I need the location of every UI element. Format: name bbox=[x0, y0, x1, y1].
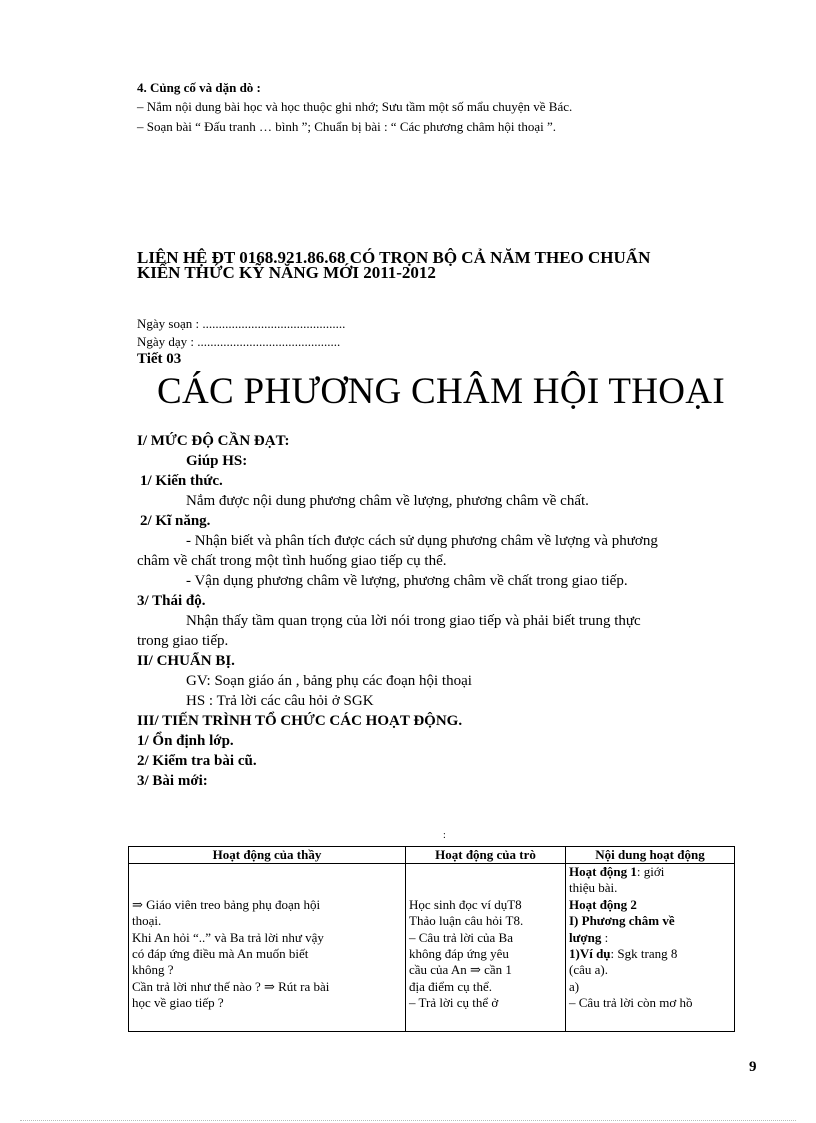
consolidation-line-1: – Nắm nội dung bài học và học thuộc ghi nhớ; Sưu tầm một số mẩu chuyện về Bác. bbox=[137, 99, 573, 114]
date-prepared: Ngày soạn : ............................................ bbox=[137, 316, 346, 331]
process-step-3: 3/ Bài mới: bbox=[137, 773, 208, 789]
page-number: 9 bbox=[749, 1059, 757, 1075]
teacher-cell bbox=[129, 864, 406, 1032]
consolidation-line-2: – Soạn bài “ Đấu tranh … bình ”; Chuẩn bị bài : “ Các phương châm hội thoại ”. bbox=[137, 119, 556, 134]
process-step-1: 1/ Ổn định lớp. bbox=[137, 733, 234, 749]
student-line: Học sinh đọc ví dụT8 bbox=[409, 896, 522, 912]
objectives-heading: I/ MỨC ĐỘ CẦN ĐẠT: bbox=[137, 433, 290, 449]
objectives-help: Giúp HS: bbox=[186, 453, 248, 469]
skills-line-2: châm về chất trong một tình huống giao tiếp cụ thể. bbox=[137, 553, 447, 569]
teacher-line bbox=[132, 864, 402, 880]
teacher-line: Khi An hỏi “..” và Ba trả lời như vậy bbox=[132, 929, 324, 945]
skills-line-3: - Vận dụng phương châm về lượng, phương châm về chất trong giao tiếp. bbox=[186, 573, 628, 589]
student-line bbox=[409, 864, 562, 880]
header-teacher: Hoạt động của thầy bbox=[129, 847, 406, 864]
content-act1 bbox=[569, 864, 731, 880]
content-example bbox=[569, 946, 731, 962]
act1-label: Hoạt động 1 bbox=[569, 864, 637, 879]
teacher-line: không ? bbox=[132, 962, 174, 978]
student-line: cầu của An ⇒ cần 1 bbox=[409, 962, 512, 978]
content-act2: Hoạt động 2 bbox=[569, 896, 637, 912]
student-line: Thảo luận câu hỏi T8. bbox=[409, 913, 524, 929]
teacher-line: Cần trả lời như thế nào ? ⇒ Rút ra bài bbox=[132, 978, 330, 994]
content-cell bbox=[566, 864, 735, 1032]
content-answer: – Câu trả lời còn mơ hồ bbox=[569, 995, 693, 1011]
knowledge-heading: 1/ Kiến thức. bbox=[140, 473, 223, 489]
student-cell bbox=[406, 864, 566, 1032]
activities-table bbox=[128, 846, 735, 1032]
footer-divider bbox=[20, 1120, 796, 1121]
preparation-heading: II/ CHUẨN BỊ. bbox=[137, 653, 235, 669]
teacher-line bbox=[132, 880, 402, 896]
attitude-line-2: trong giao tiếp. bbox=[137, 633, 229, 649]
student-line: – Câu trả lời của Ba bbox=[409, 929, 513, 945]
teacher-line: có đáp ứng điều mà An muốn biết bbox=[132, 946, 309, 962]
process-heading: III/ TIẾN TRÌNH TỔ CHỨC CÁC HOẠT ĐỘNG. bbox=[137, 713, 463, 729]
teacher-line: học về giao tiếp ? bbox=[132, 995, 224, 1011]
attitude-heading: 3/ Thái độ. bbox=[137, 593, 206, 609]
content-item-a: a) bbox=[569, 978, 580, 994]
process-step-2: 2/ Kiểm tra bài cũ. bbox=[137, 753, 257, 769]
example-label: 1)Ví dụ bbox=[569, 946, 611, 962]
lesson-period: Tiết 03 bbox=[137, 351, 182, 367]
preparation-teacher: GV: Soạn giáo án , bảng phụ các đoạn hội thoại bbox=[186, 673, 472, 689]
content-section1: I) Phương châm về bbox=[569, 913, 675, 929]
marker-text: : bbox=[443, 830, 446, 841]
skills-heading: 2/ Kĩ năng. bbox=[140, 513, 211, 529]
section1c: : bbox=[601, 929, 609, 945]
example-rest: : Sgk trang 8 bbox=[610, 946, 678, 962]
teacher-line: ⇒ Giáo viên treo bảng phụ đoạn hội bbox=[132, 896, 321, 912]
student-line bbox=[409, 880, 562, 896]
contact-line-2: KIẾN THỨC KỸ NĂNG MỚI 2011-2012 bbox=[137, 263, 436, 282]
header-content: Nội dung hoạt động bbox=[566, 847, 735, 864]
attitude-line-1: Nhận thấy tầm quan trọng của lời nói trong giao tiếp và phải biết trung thực bbox=[186, 613, 641, 629]
table-row bbox=[129, 864, 735, 1032]
section1b-label: lượng bbox=[569, 929, 602, 945]
act1-rest: : giới bbox=[636, 864, 665, 879]
preparation-student: HS : Trả lời các câu hỏi ở SGK bbox=[186, 693, 374, 709]
date-taught: Ngày dạy : ............................................ bbox=[137, 334, 341, 349]
header-student: Hoạt động của trò bbox=[406, 847, 566, 864]
contact-line-1: LIÊN HỆ ĐT 0168.921.86.68 CÓ TRỌN BỘ CẢ NĂM THEO CHUẨN bbox=[137, 248, 651, 267]
student-line: không đáp ứng yêu bbox=[409, 946, 509, 962]
content-act1-line2: thiệu bài. bbox=[569, 880, 618, 896]
consolidation-heading: 4. Củng cố và dặn dò : bbox=[137, 80, 261, 95]
skills-line-1: - Nhận biết và phân tích được cách sử dụng phương châm về lượng và phương bbox=[186, 533, 658, 549]
student-line: địa điểm cụ thể. bbox=[409, 978, 493, 994]
content-example-line2: (câu a). bbox=[569, 962, 608, 978]
content-section1b bbox=[569, 930, 731, 946]
teacher-line: thoại. bbox=[132, 913, 162, 929]
student-line: – Trả lời cụ thể ở bbox=[409, 995, 499, 1011]
lesson-title: CÁC PHƯƠNG CHÂM HỘI THOẠI bbox=[157, 371, 725, 412]
knowledge-text: Nắm được nội dung phương châm về lượng, phương châm về chất. bbox=[186, 493, 589, 509]
table-header-row bbox=[129, 847, 735, 864]
